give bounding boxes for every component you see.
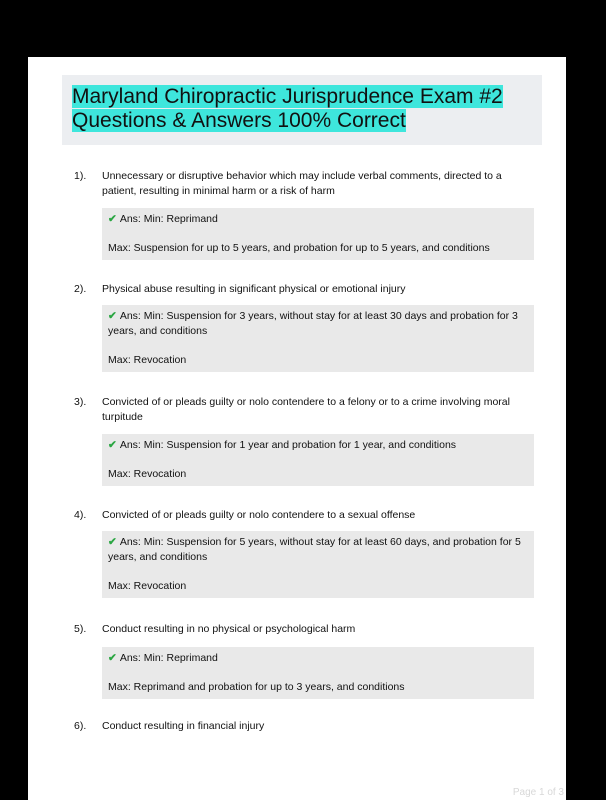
answer-min-text: Min: Reprimand: [143, 213, 218, 225]
page-title: [72, 85, 503, 133]
document-page: [28, 57, 566, 800]
answer-box-1: [102, 208, 534, 260]
answer-max: Max: Revocation: [108, 580, 187, 592]
question-number: 6).: [74, 720, 87, 732]
question-text: Conduct resulting in no physical or psychological harm: [102, 623, 356, 635]
title-line-1: Maryland Chiropractic Jurisprudence Exam #2: [72, 85, 503, 108]
question-4: [74, 508, 534, 523]
question-number: 5).: [74, 623, 87, 635]
answer-max: Max: Suspension for up to 5 years, and probation for up to 5 years, and conditions: [108, 242, 490, 254]
answer-min-text: Min: Suspension for 1 year and probation for 1 year, and conditions: [143, 439, 457, 451]
checkmark-icon: ✔: [108, 652, 117, 664]
question-number: 4).: [74, 509, 87, 521]
question-text: Physical abuse resulting in significant physical or emotional injury: [102, 283, 406, 295]
answer-min: [108, 309, 528, 339]
answer-min-text: Min: Reprimand: [143, 652, 218, 664]
checkmark-icon: ✔: [108, 213, 117, 225]
checkmark-icon: ✔: [108, 310, 117, 322]
question-6: [74, 719, 534, 734]
question-text: Conduct resulting in financial injury: [102, 720, 265, 732]
title-box: [62, 75, 542, 145]
question-text: Convicted of or pleads guilty or nolo contendere to a sexual offense: [102, 509, 416, 521]
question-2: [74, 282, 534, 297]
answer-min: [108, 535, 528, 565]
question-1: [74, 169, 534, 199]
answer-box-2: [102, 305, 534, 372]
answer-min-text: Min: Suspension for 5 years, without stay for at least 60 days, and probation for 5 years, and conditions: [108, 536, 521, 563]
answer-max: Max: Reprimand and probation for up to 3 years, and conditions: [108, 681, 405, 693]
answer-box-3: [102, 434, 534, 486]
checkmark-icon: ✔: [108, 536, 117, 548]
question-5: [74, 622, 534, 637]
answer-max: Max: Revocation: [108, 354, 187, 366]
answer-min: [108, 212, 528, 227]
question-number: 2).: [74, 283, 87, 295]
question-text: Convicted of or pleads guilty or nolo contendere to a felony or to a crime involving moral turpitude: [102, 396, 510, 423]
answer-prefix: Ans:: [119, 439, 141, 451]
answer-prefix: Ans:: [119, 310, 141, 322]
title-line-2: Questions & Answers 100% Correct: [72, 109, 406, 132]
answer-box-5: [102, 647, 534, 699]
question-3: [74, 395, 534, 425]
question-text: Unnecessary or disruptive behavior which may include verbal comments, directed to a patient, resulting in minimal harm or a risk of harm: [102, 170, 502, 197]
answer-box-4: [102, 531, 534, 598]
checkmark-icon: ✔: [108, 439, 117, 451]
answer-prefix: Ans:: [119, 652, 141, 664]
question-number: 1).: [74, 170, 87, 182]
answer-min-text: Min: Suspension for 3 years, without stay for at least 30 days and probation for 3 years, and conditions: [108, 310, 518, 337]
answer-max: Max: Revocation: [108, 468, 187, 480]
answer-prefix: Ans:: [119, 536, 141, 548]
answer-min: [108, 438, 528, 453]
answer-prefix: Ans:: [119, 213, 141, 225]
answer-min: [108, 651, 528, 666]
question-number: 3).: [74, 396, 87, 408]
page-number: Page 1 of 3: [512, 787, 564, 798]
